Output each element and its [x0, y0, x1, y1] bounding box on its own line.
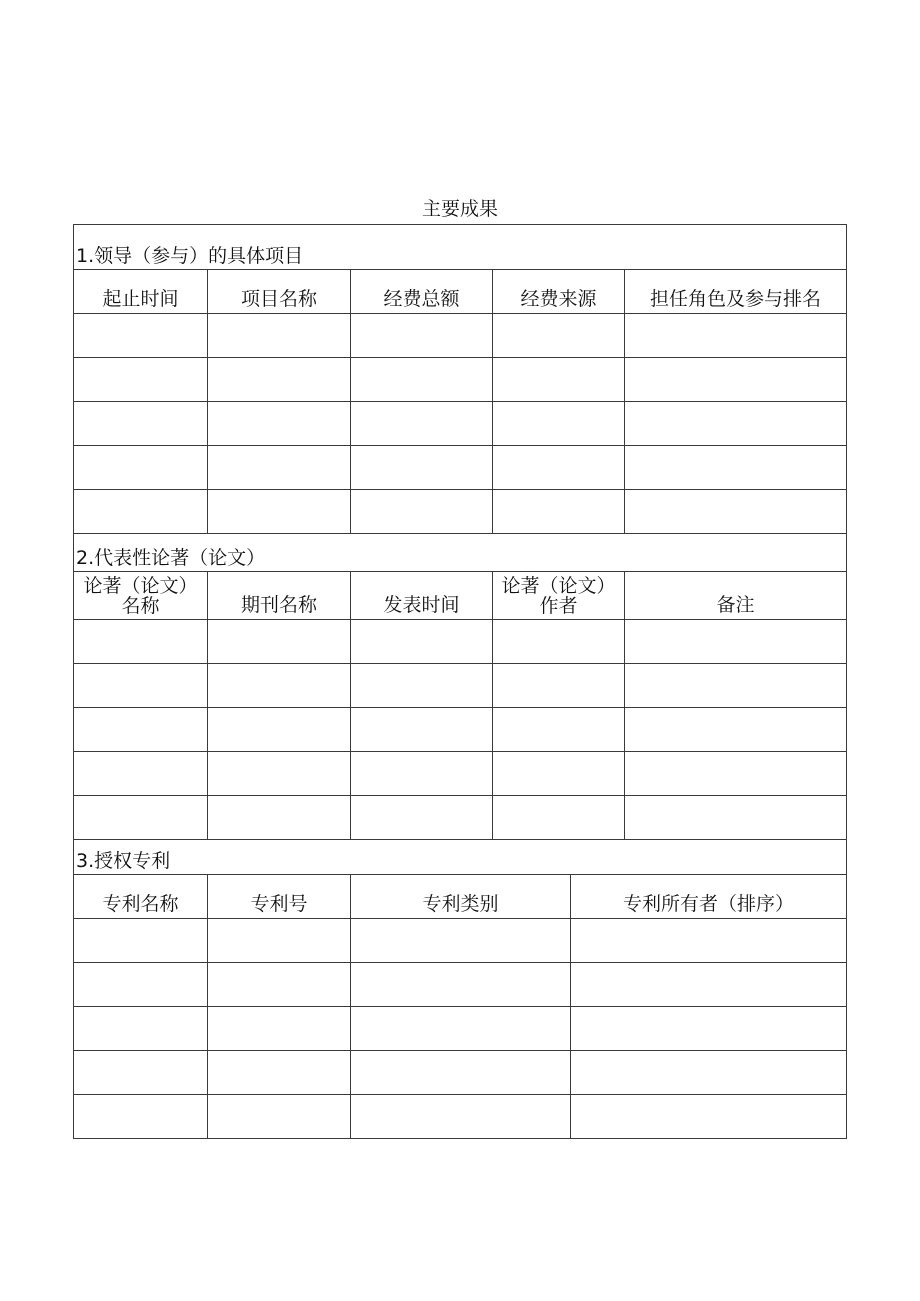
table-cell[interactable] — [625, 796, 847, 840]
table-cell[interactable] — [493, 708, 625, 752]
table-cell[interactable] — [74, 919, 208, 963]
table-row — [74, 752, 847, 796]
table-cell[interactable] — [74, 446, 208, 490]
table-cell[interactable] — [74, 1051, 208, 1095]
table-cell[interactable] — [351, 314, 493, 358]
table-row — [74, 664, 847, 708]
table-cell[interactable] — [493, 446, 625, 490]
table-cell[interactable] — [74, 963, 208, 1007]
table-cell[interactable] — [74, 402, 208, 446]
table-row — [74, 963, 847, 1007]
col-header-publication-authors-line1: 论著（论文） — [501, 575, 616, 597]
table-cell[interactable] — [208, 1095, 351, 1139]
table-row — [74, 919, 847, 963]
col-header-patent-name: 专利名称 — [74, 875, 208, 919]
page-title: 主要成果 — [421, 198, 498, 220]
table-cell[interactable] — [74, 314, 208, 358]
table-row — [74, 446, 847, 490]
table-cell[interactable] — [351, 664, 493, 708]
table-cell[interactable] — [625, 490, 847, 534]
table-cell[interactable] — [208, 664, 351, 708]
table-cell[interactable] — [493, 402, 625, 446]
table-cell[interactable] — [208, 1051, 351, 1095]
section-row — [74, 840, 847, 875]
achievements-table — [73, 224, 847, 1139]
table-cell[interactable] — [74, 752, 208, 796]
table-cell[interactable] — [208, 314, 351, 358]
table-row — [74, 708, 847, 752]
table-cell[interactable] — [351, 402, 493, 446]
table-cell[interactable] — [493, 796, 625, 840]
table-cell[interactable] — [625, 358, 847, 402]
col-header-publication-authors-line2: 作者 — [539, 595, 578, 617]
table-cell[interactable] — [208, 402, 351, 446]
table-cell[interactable] — [493, 314, 625, 358]
table-cell[interactable] — [208, 490, 351, 534]
col-header-period: 起止时间 — [74, 270, 208, 314]
col-header-publication-name — [74, 572, 208, 620]
table-cell[interactable] — [208, 963, 351, 1007]
header-row-projects — [74, 270, 847, 314]
col-header-role-rank: 担任角色及参与排名 — [625, 270, 847, 314]
table-row — [74, 358, 847, 402]
table-row — [74, 1051, 847, 1095]
table-cell[interactable] — [571, 1007, 847, 1051]
table-cell[interactable] — [208, 919, 351, 963]
table-cell[interactable] — [493, 752, 625, 796]
table-cell[interactable] — [571, 1095, 847, 1139]
col-header-remarks: 备注 — [625, 572, 847, 620]
table-cell[interactable] — [208, 1007, 351, 1051]
table-cell[interactable] — [74, 664, 208, 708]
table-row — [74, 402, 847, 446]
table-cell[interactable] — [493, 490, 625, 534]
table-cell[interactable] — [493, 664, 625, 708]
table-cell[interactable] — [625, 314, 847, 358]
table-cell[interactable] — [74, 358, 208, 402]
table-cell[interactable] — [351, 490, 493, 534]
header-row-patents — [74, 875, 847, 919]
table-cell[interactable] — [351, 446, 493, 490]
table-cell[interactable] — [625, 708, 847, 752]
table-cell[interactable] — [351, 358, 493, 402]
col-header-project-name: 项目名称 — [208, 270, 351, 314]
table-cell[interactable] — [74, 708, 208, 752]
table-row — [74, 620, 847, 664]
header-row-publications — [74, 572, 847, 620]
col-header-total-funding: 经费总额 — [351, 270, 493, 314]
table-cell[interactable] — [351, 708, 493, 752]
table-cell[interactable] — [351, 752, 493, 796]
col-header-patent-type: 专利类别 — [351, 875, 571, 919]
table-cell[interactable] — [625, 446, 847, 490]
table-cell[interactable] — [208, 708, 351, 752]
table-cell[interactable] — [208, 620, 351, 664]
table-cell[interactable] — [351, 796, 493, 840]
table-cell[interactable] — [625, 664, 847, 708]
col-header-publication-name-line1: 论著（论文） — [83, 575, 198, 597]
col-header-patent-owner: 专利所有者（排序） — [571, 875, 847, 919]
table-cell[interactable] — [351, 1007, 571, 1051]
table-row — [74, 314, 847, 358]
col-header-publication-name-line2: 名称 — [121, 595, 160, 617]
col-header-journal-name: 期刊名称 — [208, 572, 351, 620]
table-cell[interactable] — [625, 402, 847, 446]
table-cell[interactable] — [351, 1095, 571, 1139]
table-cell[interactable] — [208, 446, 351, 490]
table-cell[interactable] — [74, 796, 208, 840]
table-cell[interactable] — [571, 919, 847, 963]
table-cell[interactable] — [74, 490, 208, 534]
table-row — [74, 1007, 847, 1051]
col-header-funding-source: 经费来源 — [493, 270, 625, 314]
table-cell[interactable] — [208, 752, 351, 796]
table-cell[interactable] — [571, 963, 847, 1007]
table-cell[interactable] — [208, 796, 351, 840]
col-header-patent-number: 专利号 — [208, 875, 351, 919]
table-cell[interactable] — [74, 1095, 208, 1139]
table-row — [74, 490, 847, 534]
table-cell[interactable] — [351, 1051, 571, 1095]
table-cell[interactable] — [74, 1007, 208, 1051]
col-header-publication-authors — [493, 572, 625, 620]
table-cell[interactable] — [351, 963, 571, 1007]
table-cell[interactable] — [571, 1051, 847, 1095]
section-heading-patents: 3.授权专利 — [74, 840, 847, 875]
table-cell[interactable] — [493, 358, 625, 402]
section-row — [74, 534, 847, 572]
section-heading-publications: 2.代表性论著（论文） — [74, 534, 847, 572]
section-heading-projects: 1.领导（参与）的具体项目 — [74, 225, 847, 270]
section-row — [74, 225, 847, 270]
table-cell[interactable] — [208, 358, 351, 402]
table-cell[interactable] — [351, 919, 571, 963]
table-cell[interactable] — [351, 620, 493, 664]
table-cell[interactable] — [74, 620, 208, 664]
table-cell[interactable] — [493, 620, 625, 664]
table-cell[interactable] — [625, 752, 847, 796]
table-cell[interactable] — [625, 620, 847, 664]
col-header-publish-date: 发表时间 — [351, 572, 493, 620]
table-row — [74, 796, 847, 840]
table-row — [74, 1095, 847, 1139]
